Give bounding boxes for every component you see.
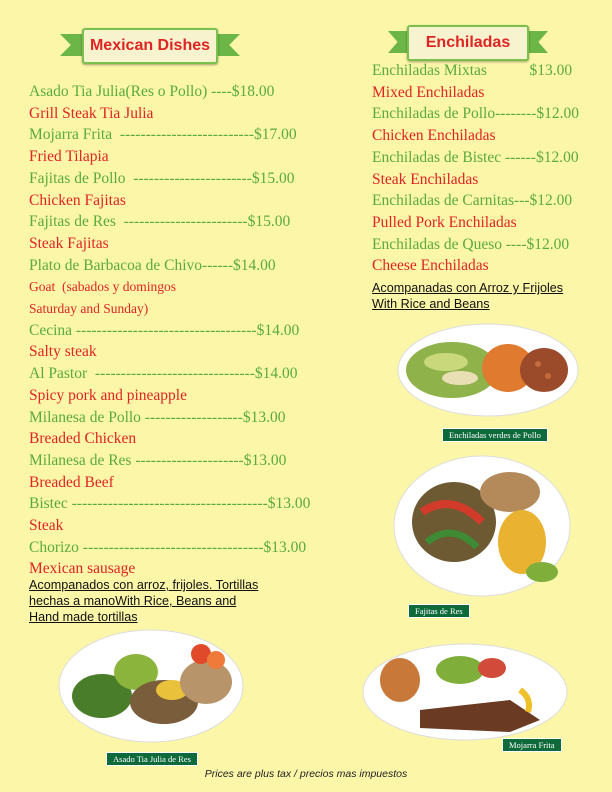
dish-item-english: Grill Steak Tia Julia xyxy=(29,104,154,122)
asado-photo xyxy=(56,624,246,748)
enchiladas-heading: Enchiladas xyxy=(407,25,529,61)
dish-item-name-price: Fajitas de Res ------------------------$15.00 xyxy=(29,213,291,231)
fajitas-photo xyxy=(392,452,572,600)
enchiladas-list xyxy=(372,60,612,277)
dish-item-name-price: Al Pastor -------------------------------$14.00 xyxy=(29,365,298,383)
enchilada-item-english: Cheese Enchiladas xyxy=(372,257,489,275)
fajitas-photo-caption: Fajitas de Res xyxy=(408,604,470,618)
mexican-dishes-banner xyxy=(60,28,240,62)
dish-item-name-price: Mojarra Frita --------------------------$17.00 xyxy=(29,126,297,144)
mojarra-photo-caption: Mojarra Frita xyxy=(502,738,562,752)
dish-item-name-price: Fajitas de Pollo -----------------------$15.00 xyxy=(29,169,295,187)
enchilada-item-name-price: Enchiladas de Queso ----$12.00 xyxy=(372,235,570,253)
dish-item-english: Mexican sausage xyxy=(29,560,136,578)
asado-photo-caption: Asado Tia Julia de Res xyxy=(106,752,198,766)
price-footnote: Prices are plus tax / precios mas impuestos xyxy=(204,768,408,780)
side-note-line: Hand made tortillas xyxy=(29,610,138,624)
dish-item-english: Fried Tilapia xyxy=(29,148,109,166)
dish-item-name-price: Cecina -----------------------------------$14.00 xyxy=(29,321,300,339)
dish-item-english: Goat (sabados y domingos xyxy=(29,279,176,295)
mexican-dishes-side-note xyxy=(29,577,319,625)
enchiladas-side-note xyxy=(372,280,612,312)
side-note-line: Acompanadas con Arroz y Frijoles xyxy=(372,281,564,295)
mexican-dishes-list xyxy=(29,81,319,580)
enchilada-item-name-price: Enchiladas de Carnitas---$12.00 xyxy=(372,192,573,210)
enchilada-item-english: Pulled Pork Enchiladas xyxy=(372,213,517,231)
side-note-line: hechas a manoWith Rice, Beans and xyxy=(29,594,237,608)
enchiladas-photo-caption: Enchiladas verdes de Pollo xyxy=(442,428,548,442)
side-note-line: With Rice and Beans xyxy=(372,297,490,311)
dish-item-name-price: Plato de Barbacoa de Chivo------$14.00 xyxy=(29,256,276,274)
dish-item-english: Breaded Beef xyxy=(29,473,114,491)
dish-item-name-price: Bistec --------------------------------------$13.00 xyxy=(29,495,311,513)
dish-item-english: Chicken Fajitas xyxy=(29,191,126,209)
enchilada-item-name-price: Enchiladas de Pollo--------$12.00 xyxy=(372,105,580,123)
dish-item-english: Steak xyxy=(29,517,64,535)
enchilada-item-name-price: Enchiladas de Bistec ------$12.00 xyxy=(372,148,579,166)
side-note-line: Acompanados con arroz, frijoles. Tortillas xyxy=(29,578,259,592)
dish-item-name-price: Asado Tia Julia(Res o Pollo) ----$18.00 xyxy=(29,83,275,100)
enchilada-item-english: Chicken Enchiladas xyxy=(372,127,496,145)
enchilada-item-name-price: Enchiladas Mixtas $13.00 xyxy=(372,62,573,79)
enchiladas-banner xyxy=(388,25,548,59)
dish-item-english: Breaded Chicken xyxy=(29,430,137,448)
dish-item-english: Saturday and Sunday) xyxy=(29,301,149,317)
dish-item-english: Spicy pork and pineapple xyxy=(29,386,187,404)
dish-item-english: Salty steak xyxy=(29,343,97,361)
enchilada-item-english: Steak Enchiladas xyxy=(372,170,479,188)
enchilada-item-english: Mixed Enchiladas xyxy=(372,83,485,101)
mojarra-photo xyxy=(360,640,570,744)
dish-item-english: Steak Fajitas xyxy=(29,234,109,252)
mexican-dishes-heading: Mexican Dishes xyxy=(82,28,219,64)
enchiladas-photo xyxy=(396,318,580,422)
dish-item-name-price: Chorizo -----------------------------------$13.00 xyxy=(29,538,307,556)
dish-item-name-price: Milanesa de Res ---------------------$13.00 xyxy=(29,451,287,469)
dish-item-name-price: Milanesa de Pollo -------------------$13.00 xyxy=(29,408,286,426)
